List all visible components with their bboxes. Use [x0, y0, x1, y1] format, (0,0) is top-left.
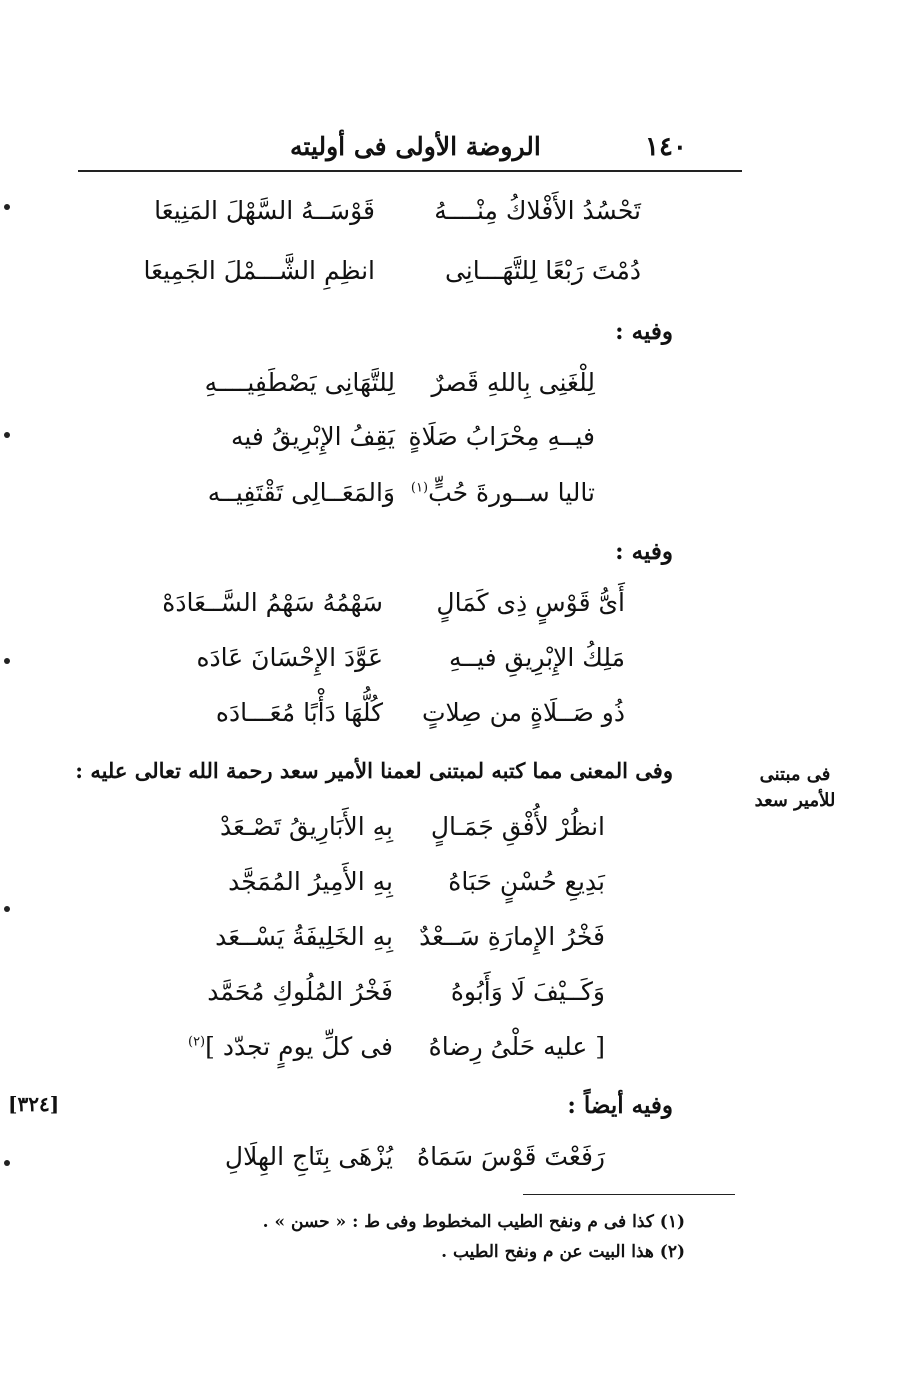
verse-12-right: وَكَــيْفَ لَا وَأَبُوهُ	[450, 977, 605, 1006]
footnote-rule	[523, 1194, 735, 1195]
scan-mark	[4, 1160, 10, 1166]
verse-1-right: تَحْسُدُ الأَفْلاكُ مِنْــــهُ	[434, 196, 641, 225]
verse-13-left	[188, 1032, 393, 1061]
margin-note	[745, 762, 845, 814]
verse-1-left: قَوْسَــهُ السَّهْلَ المَنِيعَا	[154, 196, 375, 225]
verse-3-left: لِلتَّهَانِى يَصْطَفِيــــهِ	[204, 368, 395, 397]
verse-8-right: ذُو صَــلَاةٍ من صِلاتٍ	[421, 698, 625, 727]
verse-10-right: بَدِيعِ حُسْنٍ حَبَاهُ	[448, 867, 605, 896]
footnote-2-num: (٢)	[659, 1242, 685, 1262]
scan-mark	[4, 906, 10, 912]
verse-13-right: [ عليه حَلْىُ رِضاهُ	[428, 1032, 605, 1061]
running-title: الروضة الأولى فى أوليته	[290, 132, 541, 161]
verse-14-right: رَفَعْتَ قَوْسَ سَمَاهُ	[416, 1142, 605, 1171]
lead-wafihi-ayzan: وفيه أيضاً :	[567, 1092, 673, 1119]
margin-note-line2: للأمير سعد	[754, 790, 836, 811]
verse-9-left: بِهِ الأَبَارِيقُ تَصْـعَدْ	[219, 812, 393, 841]
scan-mark	[4, 658, 10, 664]
verse-13-left-text: فى كلِّ يومٍ تجدّد ]	[205, 1032, 393, 1061]
page-number: ١٤٠	[645, 132, 687, 162]
verse-4-left: يَقِفُ الإِبْرِيقُ فيه	[230, 422, 395, 451]
verse-10-left: بِهِ الأَمِيرُ المُمَجَّد	[228, 867, 393, 896]
lead-wafihi-1: وفيه :	[615, 318, 673, 345]
lead-mabtana: وفى المعنى مما كتبه لمبتنى لعمنا الأمير سعد رحمة الله تعالى عليه :	[75, 758, 673, 783]
verse-5-left: وَالمَعَــالِى تَقْتَفِيــه	[207, 478, 395, 507]
verse-2-left: انظِمِ الشَّـــمْلَ الجَمِيعَا	[143, 256, 375, 285]
footnote-1-text: كذا فى م ونفح الطيب المخطوط وفى ط : « حسن » .	[262, 1212, 654, 1232]
verse-3-right: لِلْغَنِى بِاللهِ قَصرٌ	[431, 368, 595, 397]
verse-5-right	[411, 478, 595, 507]
verse-11-right: فَخْرُ الإِمارَةِ سَــعْدٌ	[419, 922, 605, 951]
verse-14-left: يُزْهَى بِتَاجِ الهِلَالِ	[224, 1142, 393, 1171]
verse-12-left: فَخْرُ المُلُوكِ مُحَمَّد	[207, 977, 393, 1006]
verse-8-left: كُلُّهَا دَأْبًا مُعَـــادَه	[215, 698, 383, 727]
folio-marker: [٣٢٤]	[8, 1092, 60, 1116]
scan-mark	[4, 204, 10, 210]
verse-9-right: انظُرْ لأُفْقِ جَمَـالٍ	[430, 812, 605, 841]
margin-note-line1: فى مبتنى	[759, 764, 831, 785]
verse-7-left: عَوَّدَ الإِحْسَانَ عَادَه	[196, 643, 383, 672]
lead-wafihi-2: وفيه :	[615, 538, 673, 565]
verse-5-right-text: تاليا ســورةَ حُبٍّ	[428, 478, 595, 507]
footnote-2-text: هذا البيت عن م ونفح الطيب .	[441, 1242, 654, 1262]
verse-2-right: دُمْتَ رَبْعًا لِلتَّهَـــانِى	[444, 256, 641, 285]
verse-6-right: أَىُّ قَوْسٍ ذِى كَمَالٍ	[436, 588, 625, 617]
scan-mark	[4, 432, 10, 438]
verse-4-right: فيــهِ مِحْرَابُ صَلَاةٍ	[408, 422, 595, 451]
header-rule	[78, 170, 742, 172]
verse-6-left: سَهْمُهُ سَهْمُ السَّــعَادَهْ	[162, 588, 383, 617]
footnote-1	[263, 1212, 685, 1232]
verse-7-right: مَلِكُ الإِبْرِيقِ فيــهِ	[449, 643, 625, 672]
footnote-ref-2: (٢)	[187, 1034, 206, 1050]
verse-11-left: بِهِ الخَلِيفَةُ يَسْــعَد	[215, 922, 393, 951]
footnote-1-num: (١)	[659, 1212, 685, 1232]
footnote-2	[441, 1242, 685, 1262]
footnote-ref-1: (١)	[410, 480, 429, 496]
